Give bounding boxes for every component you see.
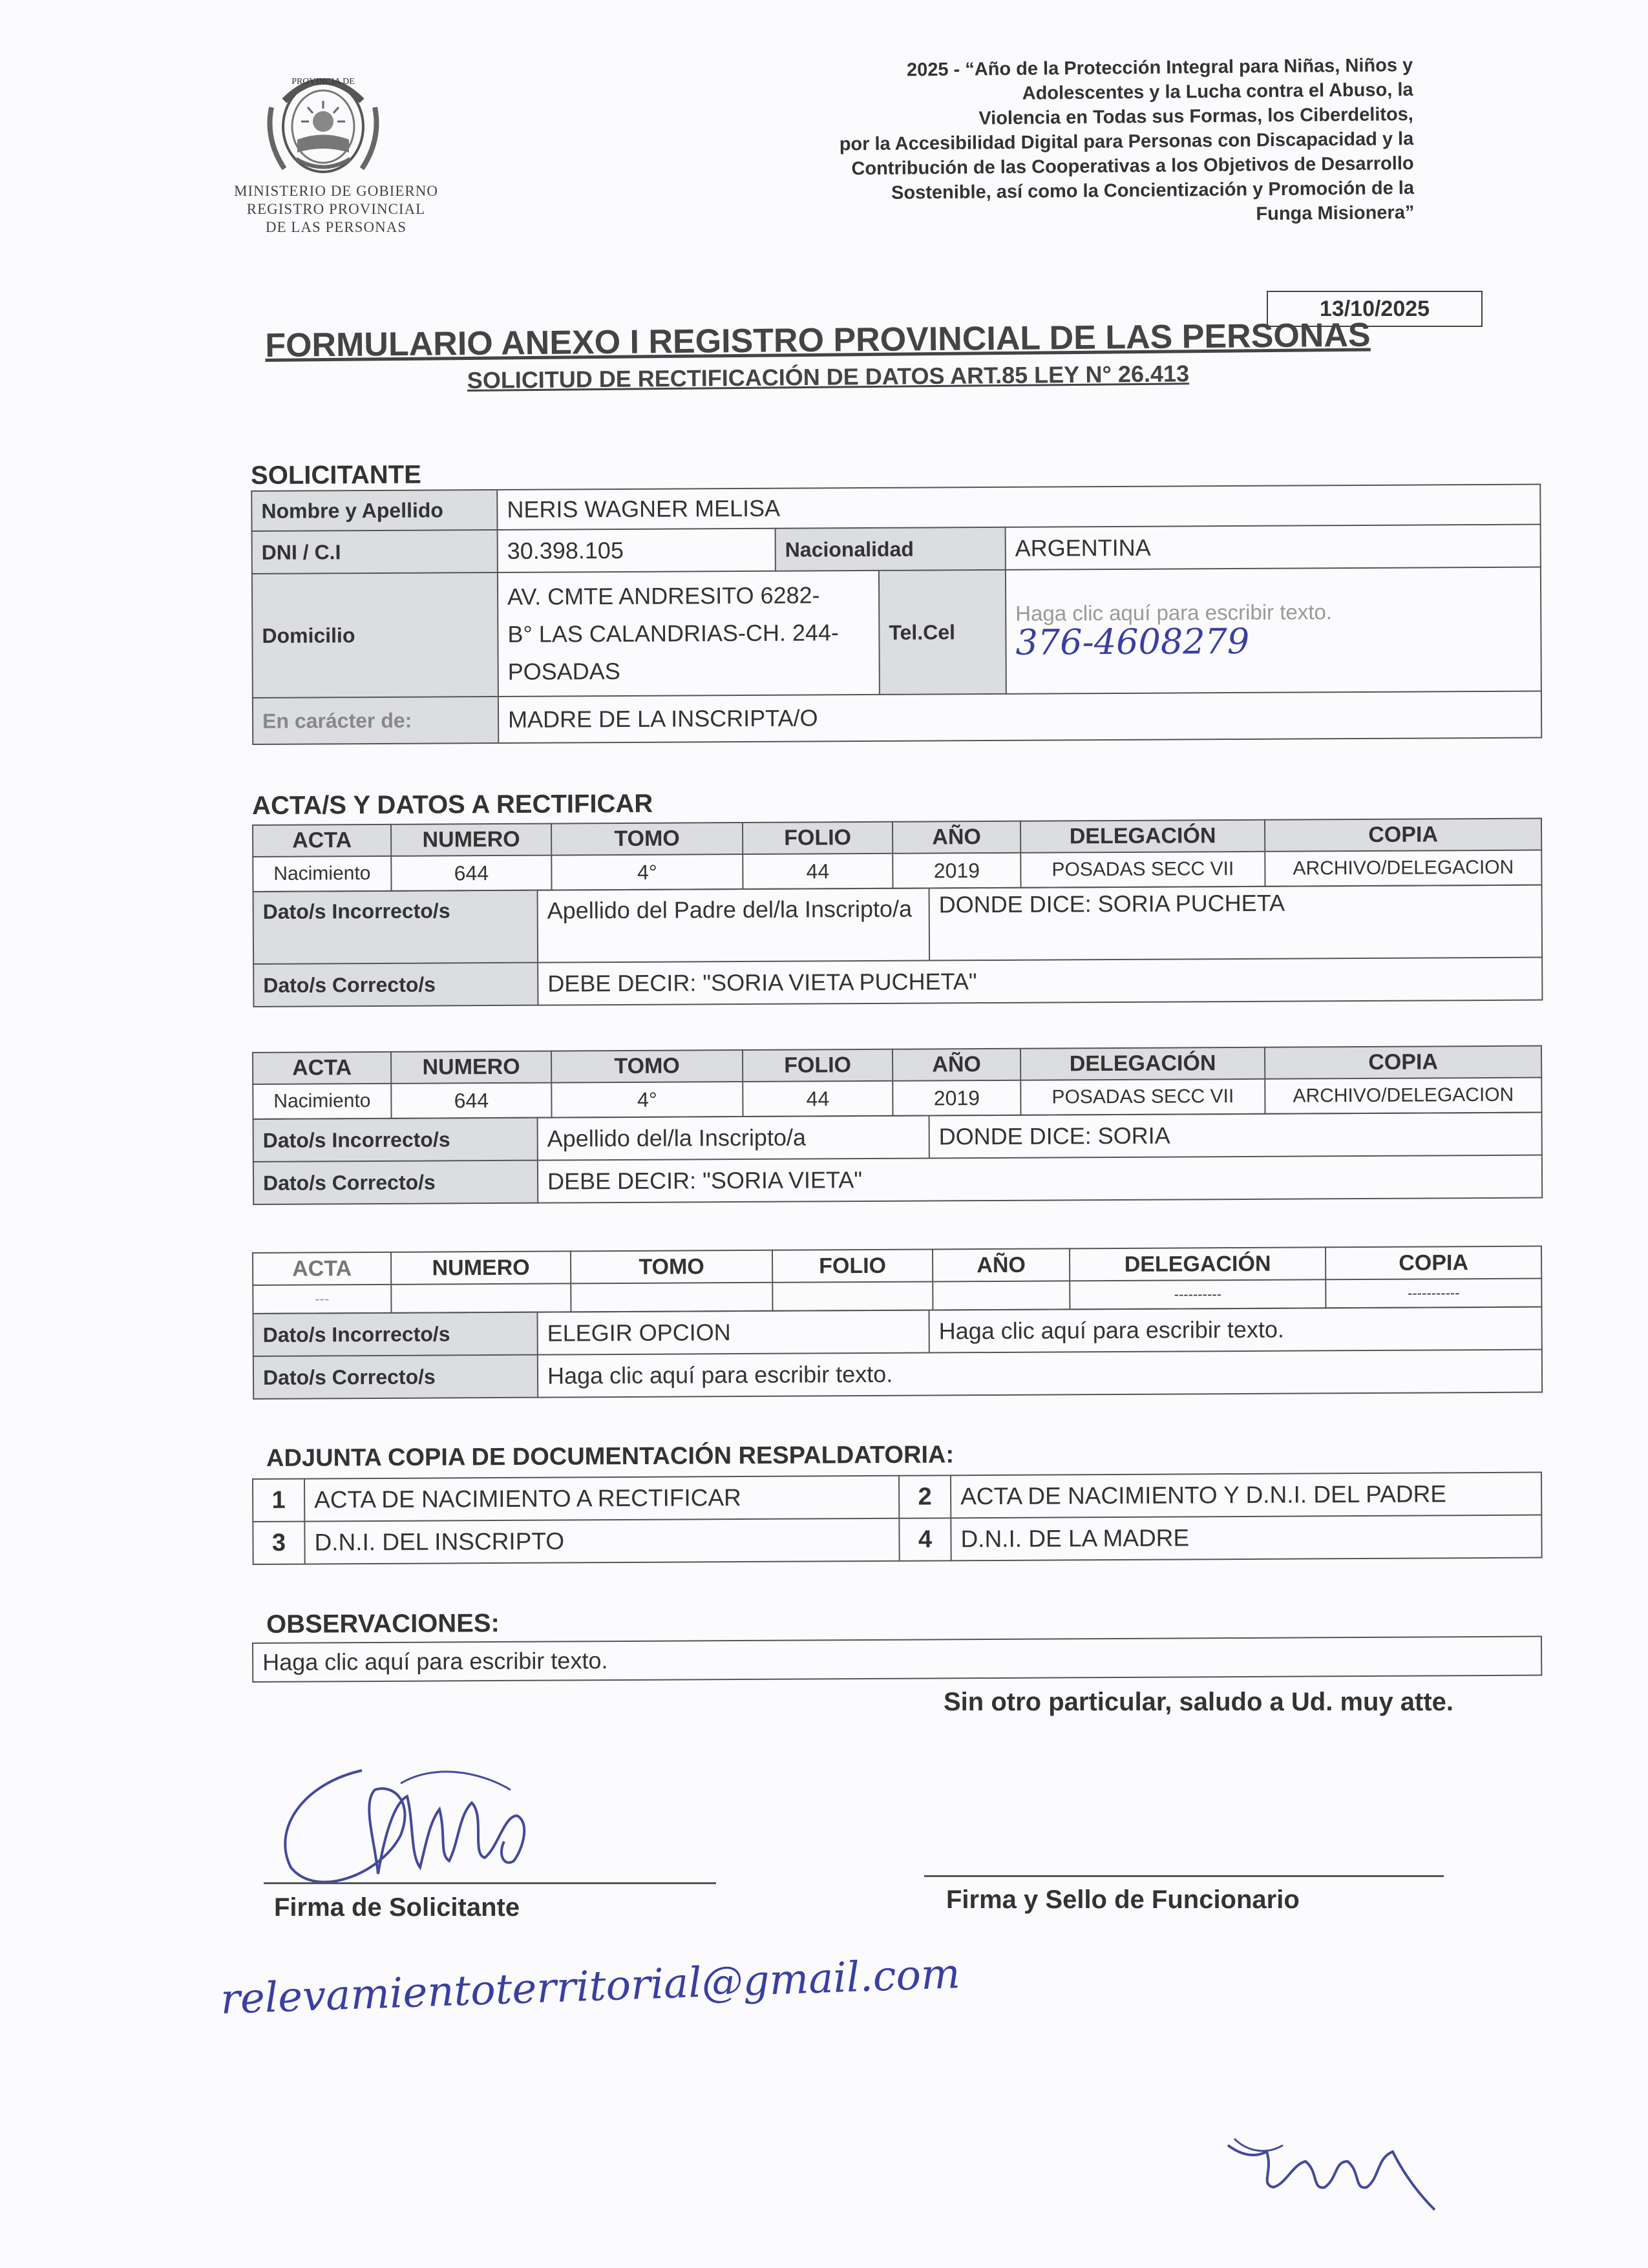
copia-select[interactable]: ARCHIVO/DELEGACION: [1265, 1078, 1541, 1114]
incorrect-label: Dato/s Incorrecto/s: [253, 1118, 538, 1162]
incorrect-field-select[interactable]: ELEGIR OPCION: [537, 1310, 929, 1355]
correct-value-field[interactable]: Haga clic aquí para escribir texto.: [538, 1350, 1542, 1398]
incorrect-value-field[interactable]: DONDE DICE: SORIA: [929, 1113, 1542, 1159]
correct-label: Dato/s Correcto/s: [253, 1160, 538, 1204]
nationality-field[interactable]: ARGENTINA: [1006, 525, 1541, 570]
col-folio: FOLIO: [772, 1249, 933, 1282]
col-delegacion: DELEGACIÓN: [1020, 1047, 1265, 1080]
observaciones-table: [252, 1636, 1542, 1683]
folio-field[interactable]: 44: [743, 1081, 893, 1117]
col-tomo: TOMO: [551, 823, 743, 856]
dni-field[interactable]: 30.398.105: [498, 529, 776, 572]
ministry-line: DE LAS PERSONAS: [265, 219, 407, 235]
correct-label: Dato/s Correcto/s: [253, 1355, 538, 1399]
folio-field[interactable]: [772, 1281, 933, 1310]
numero-field[interactable]: 644: [391, 1083, 551, 1118]
doc-item[interactable]: ACTA DE NACIMIENTO Y D.N.I. DEL PADRE: [951, 1473, 1541, 1518]
correct-value-field[interactable]: DEBE DECIR: "SORIA VIETA": [538, 1155, 1542, 1203]
col-copia: COPIA: [1265, 819, 1541, 852]
adjunta-section: [266, 1438, 1542, 1475]
phone-placeholder: Haga clic aquí para escribir texto.: [1015, 599, 1333, 625]
correct-label: Dato/s Correcto/s: [253, 963, 538, 1007]
col-copia: COPIA: [1326, 1246, 1541, 1280]
applicant-signature-icon: [265, 1745, 601, 1900]
adjunta-table: [252, 1472, 1543, 1565]
nationality-label: Nacionalidad: [776, 527, 1006, 571]
col-acta: ACTA: [253, 1252, 391, 1285]
motto-line: Violencia en Todas sus Formas, los Ciberdelitos,: [978, 103, 1414, 129]
doc-number: 1: [253, 1479, 304, 1522]
motto-line: Sostenible, así como la Concientización y Promoción de la: [891, 177, 1415, 204]
handwritten-email: relevamientoterritorial@gmail.com: [220, 1950, 961, 2024]
correct-value-field[interactable]: DEBE DECIR: "SORIA VIETA PUCHETA": [538, 958, 1542, 1005]
observaciones-heading: OBSERVACIONES:: [266, 1609, 500, 1639]
copia-select[interactable]: ARCHIVO/DELEGACION: [1265, 850, 1541, 887]
tomo-field[interactable]: 4°: [551, 1082, 743, 1118]
doc-item[interactable]: D.N.I. DE LA MADRE: [951, 1515, 1541, 1561]
observaciones-field[interactable]: Haga clic aquí para escribir texto.: [253, 1637, 1541, 1682]
delegacion-select[interactable]: ----------: [1070, 1279, 1326, 1309]
acta-table: [252, 818, 1543, 892]
acta-block-1: [252, 818, 1543, 1007]
incorrect-label: Dato/s Incorrecto/s: [253, 890, 538, 964]
col-anio: AÑO: [893, 821, 1020, 854]
svg-text:PROVINCIA DE: PROVINCIA DE: [291, 77, 355, 87]
doc-number: 3: [253, 1522, 304, 1564]
date-field[interactable]: 13/10/2025: [1267, 291, 1483, 327]
tomo-field[interactable]: 4°: [551, 854, 743, 890]
acta-type-select[interactable]: Nacimiento: [253, 856, 391, 892]
solicitante-section: [251, 455, 1542, 745]
observaciones-box-wrap: [252, 1636, 1542, 1683]
acta-table: [252, 1045, 1543, 1120]
closing-line: Sin otro particular, saludo a Ud. muy atte.: [944, 1688, 1454, 1716]
motto-line: Funga Misionera”: [1256, 202, 1415, 225]
year-motto: [698, 53, 1415, 232]
doc-number: 2: [899, 1475, 951, 1518]
solicitante-heading: SOLICITANTE: [251, 460, 421, 490]
form-subtitle: SOLICITUD DE RECTIFICACIÓN DE DATOS ART.85 LEY N° 26.413: [467, 360, 1190, 394]
phone-label: Tel.Cel: [879, 570, 1006, 695]
acta-data-table: [252, 1307, 1543, 1400]
col-anio: AÑO: [933, 1248, 1070, 1281]
address-line: POSADAS: [507, 658, 620, 685]
doc-number: 4: [899, 1518, 951, 1560]
acta-type-select[interactable]: Nacimiento: [253, 1084, 391, 1119]
name-label: Nombre y Apellido: [251, 490, 497, 531]
phone-handwritten: 376-4608279: [1015, 620, 1250, 663]
incorrect-field-select[interactable]: Apellido del Padre del/la Inscripto/a: [538, 888, 930, 963]
dni-label: DNI / C.I: [252, 530, 498, 574]
address-line: AV. CMTE ANDRESITO 6282-: [507, 582, 820, 610]
col-tomo: TOMO: [571, 1250, 772, 1284]
applicant-signature-label: Firma de Solicitante: [274, 1893, 520, 1922]
doc-item[interactable]: D.N.I. DEL INSCRIPTO: [304, 1518, 899, 1564]
delegacion-select[interactable]: POSADAS SECC VII: [1020, 1079, 1265, 1115]
observaciones-section: [266, 1604, 1542, 1639]
adjunta-heading: ADJUNTA COPIA DE DOCUMENTACIÓN RESPALDATORIA:: [266, 1441, 955, 1472]
folio-field[interactable]: 44: [743, 854, 893, 889]
capacity-label: En carácter de:: [253, 697, 498, 744]
form-title: FORMULARIO ANEXO I REGISTRO PROVINCIAL DE LAS PERSONAS: [265, 316, 1371, 364]
address-line: B° LAS CALANDRIAS-CH. 244-: [507, 619, 840, 647]
actas-heading: ACTA/S Y DATOS A RECTIFICAR: [252, 789, 653, 820]
acta-block-2: [252, 1045, 1543, 1205]
col-acta: ACTA: [253, 1052, 391, 1084]
handwritten-initials-icon: [1221, 2126, 1467, 2223]
col-tomo: TOMO: [551, 1050, 743, 1083]
copia-select[interactable]: -----------: [1326, 1279, 1541, 1308]
col-copia: COPIA: [1265, 1046, 1541, 1079]
official-signature-line: [924, 1875, 1444, 1877]
anio-field[interactable]: [933, 1281, 1070, 1310]
motto-line: Adolescentes y la Lucha contra el Abuso, la: [1022, 79, 1413, 104]
incorrect-value-field[interactable]: DONDE DICE: SORIA PUCHETA: [929, 885, 1543, 961]
col-numero: NUMERO: [391, 1251, 571, 1284]
form-title-block: [265, 314, 1532, 396]
phone-field[interactable]: [1006, 567, 1541, 694]
incorrect-label: Dato/s Incorrecto/s: [253, 1312, 537, 1356]
official-signature-label: Firma y Sello de Funcionario: [946, 1885, 1300, 1914]
acta-data-table: [253, 1112, 1543, 1205]
applicant-signature-line: [264, 1882, 716, 1884]
ministry-line: REGISTRO PROVINCIAL: [246, 201, 426, 217]
incorrect-value-field[interactable]: Haga clic aquí para escribir texto.: [929, 1307, 1541, 1353]
acta-data-table: [253, 885, 1543, 1007]
acta-block-3: [252, 1246, 1543, 1400]
incorrect-field-select[interactable]: Apellido del/la Inscripto/a: [538, 1116, 929, 1160]
capacity-field[interactable]: MADRE DE LA INSCRIPTA/O: [498, 691, 1541, 743]
provincial-seal-icon: [259, 62, 388, 185]
adjunta-table-wrap: [252, 1472, 1543, 1565]
col-anio: AÑO: [893, 1049, 1020, 1081]
col-acta: ACTA: [253, 824, 391, 857]
col-folio: FOLIO: [743, 1049, 893, 1082]
acta-type-select[interactable]: ---: [253, 1285, 391, 1314]
delegacion-select[interactable]: POSADAS SECC VII: [1020, 852, 1265, 888]
doc-item[interactable]: ACTA DE NACIMIENTO A RECTIFICAR: [304, 1476, 899, 1522]
col-delegacion: DELEGACIÓN: [1020, 820, 1265, 853]
col-numero: NUMERO: [391, 1051, 551, 1084]
actas-section: [252, 785, 1542, 821]
numero-field[interactable]: [391, 1283, 571, 1312]
col-folio: FOLIO: [743, 822, 893, 854]
solicitante-table: [251, 484, 1542, 745]
ministry-line: MINISTERIO DE GOBIERNO: [234, 183, 438, 199]
anio-field[interactable]: 2019: [893, 1080, 1020, 1116]
motto-line: por la Accesibilidad Digital para Personas con Discapacidad y la: [839, 128, 1414, 155]
tomo-field[interactable]: [571, 1283, 772, 1312]
col-delegacion: DELEGACIÓN: [1070, 1247, 1326, 1281]
address-label: Domicilio: [252, 572, 498, 698]
motto-line: Contribución de las Cooperativas a los Objetivos de Desarrollo: [851, 152, 1414, 180]
numero-field[interactable]: 644: [391, 856, 551, 891]
ministry-block: [220, 182, 452, 236]
col-numero: NUMERO: [391, 824, 551, 856]
name-field[interactable]: NERIS WAGNER MELISA: [497, 485, 1540, 530]
motto-line: 2025 - “Año de la Protección Integral para Niñas, Niños y: [906, 54, 1413, 81]
anio-field[interactable]: 2019: [893, 853, 1020, 888]
address-field[interactable]: [498, 571, 880, 697]
acta-table: [252, 1246, 1542, 1314]
